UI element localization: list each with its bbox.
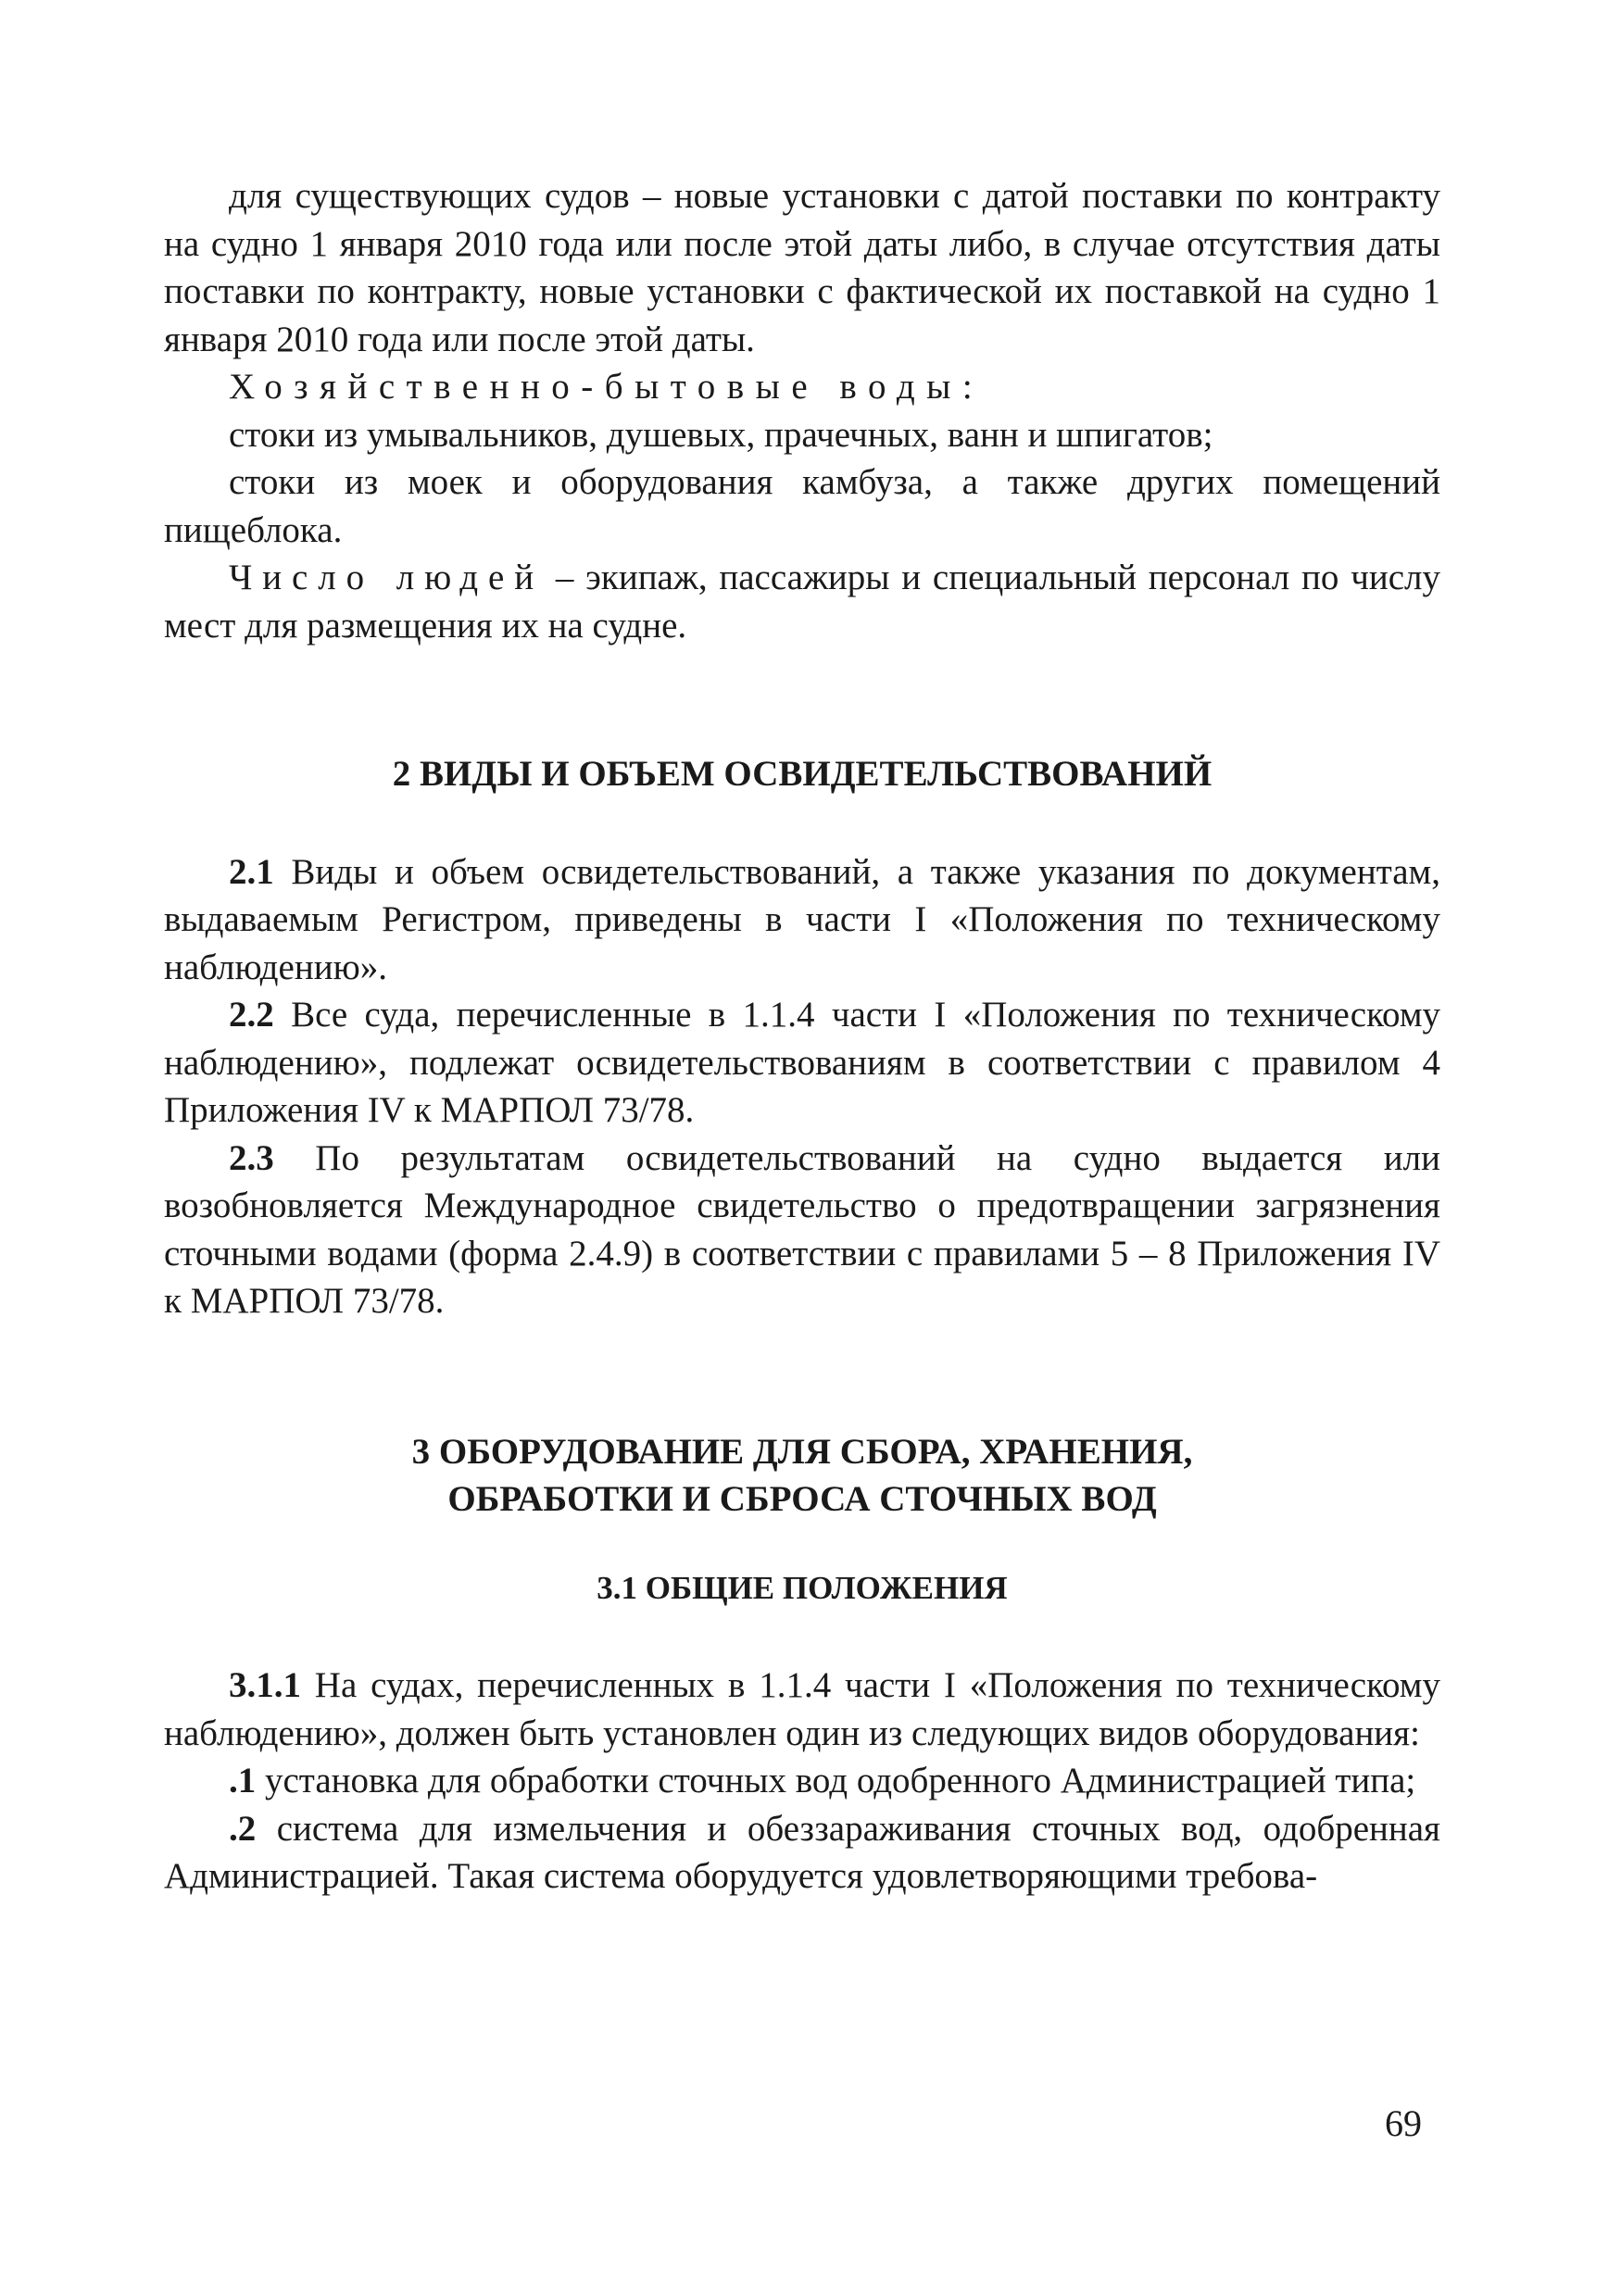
list-item-number: .1 [229,1761,257,1800]
clause-number: 3.1.1 [229,1665,301,1705]
persons-definition [164,554,1440,649]
list-item-number: .2 [229,1808,257,1849]
clause-number: 2.1 [229,851,274,892]
clause-number: 2.3 [229,1137,274,1178]
heading-line-1: 3 ОБОРУДОВАНИЕ ДЛЯ СБОРА, ХРАНЕНИЯ, [411,1431,1193,1472]
clause-2-2 [164,991,1440,1135]
definition-text: – экипаж, пассажиры и специальный персонал по числу мест для размещения их на судне. [164,558,1440,646]
list-item-1 [164,1757,1440,1805]
document-page [164,172,1440,1901]
household-item-2: стоки из моек и оборудования камбуза, а также других помещений пищеблока. [164,462,1440,550]
clause-text: На судах, перечисленных в 1.1.4 части I «Положения по техническому наблюдению», должен быть установлен один из следующих видов оборудования: [164,1665,1440,1753]
household-item-1: стоки из умывальников, душевых, прачечных, ванн и шпигатов; [229,414,1213,455]
term-label: Число людей [229,558,545,597]
section-2-heading: 2 ВИДЫ И ОБЪЕМ ОСВИДЕТЕЛЬСТВОВАНИЙ [392,754,1213,794]
clause-number: 2.2 [229,995,274,1035]
clause-text: По результатам освидетельствований на судно выдается или возобновляется Международное свидетельство о предотвращении загрязнения сточными водами (форма 2.4.9) в соответствии с правилами 5 – 8 Приложения IV к МАРПОЛ 73/78. [164,1137,1440,1321]
heading-line-2: ОБРАБОТКИ И СБРОСА СТОЧНЫХ ВОД [447,1479,1157,1519]
page-number: 69 [1385,2102,1422,2144]
clause-text: Виды и объем освидетельствований, а также указания по документам, выдаваемым Регистром, приведены в части I «Положения по техническому наблюдению». [164,851,1440,987]
section-3-heading [164,1428,1440,1524]
list-item-text: установка для обработки сточных вод одобренного Администрацией типа; [256,1761,1416,1800]
intro-paragraph: для существующих судов – новые установки с датой поставки по контракту на судно 1 января 2010 года или после этой даты либо, в случае отсутствия даты поставки по контракту, новые установки с фактической их поставкой на судно 1 января 2010 года или после этой даты. [164,176,1440,359]
list-item-2 [164,1805,1440,1901]
clause-2-1 [164,848,1440,992]
clause-3-1-1 [164,1662,1440,1757]
subsection-3-1-heading: 3.1 ОБЩИЕ ПОЛОЖЕНИЯ [597,1569,1008,1606]
clause-text: Все суда, перечисленные в 1.1.4 части I «Положения по техническому наблюдению», подлежат освидетельствованиям в соответствии с правилом 4 Приложения IV к МАРПОЛ 73/78. [164,995,1440,1130]
clause-2-3 [164,1135,1440,1325]
household-waters-term [164,363,1440,411]
list-item-text: система для измельчения и обеззараживания сточных вод, одобренная Администрацией. Такая система оборудуется удовлетворяющими требова- [164,1808,1440,1896]
term-label: Хозяйственно-бытовые воды: [229,367,985,407]
